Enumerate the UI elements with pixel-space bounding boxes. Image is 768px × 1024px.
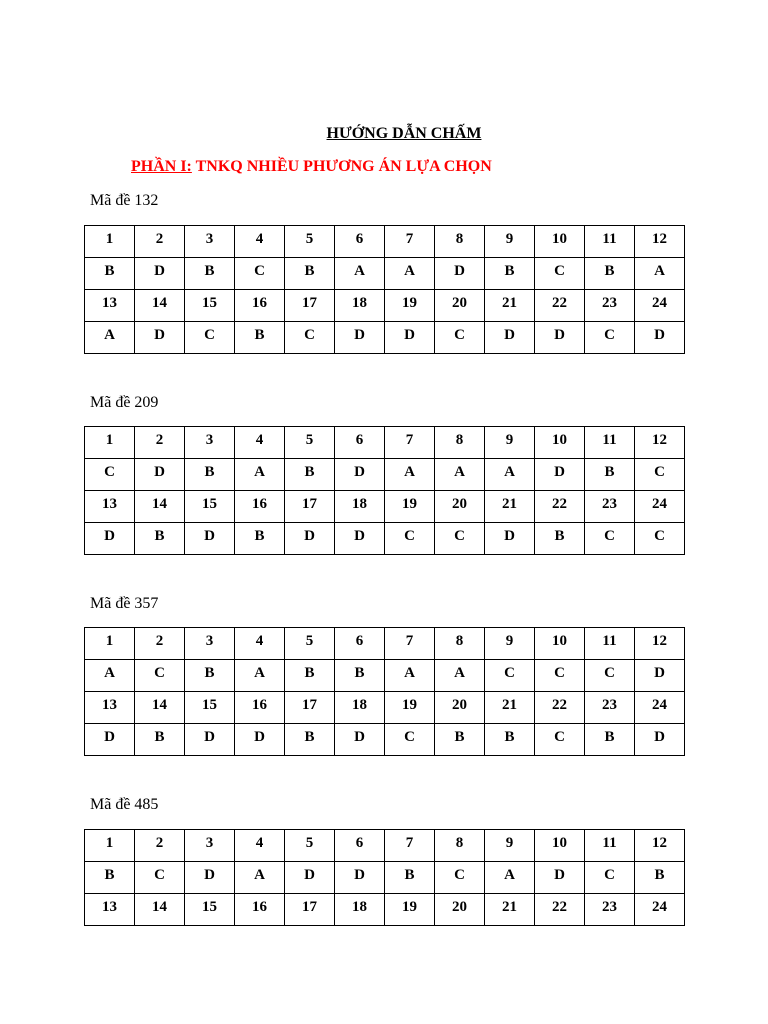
question-number-cell: 12 (635, 427, 685, 459)
question-number-cell: 21 (485, 894, 535, 926)
answer-row (85, 862, 685, 894)
question-number-cell: 8 (435, 427, 485, 459)
question-number-cell: 24 (635, 894, 685, 926)
exam-code-label: Mã đề 357 (90, 595, 159, 612)
answer-cell: D (335, 459, 385, 491)
question-number-cell: 21 (485, 692, 535, 724)
answer-cell: D (335, 523, 385, 555)
answer-cell: D (335, 862, 385, 894)
answer-cell: D (85, 724, 135, 756)
question-number-cell: 7 (385, 427, 435, 459)
question-number-cell: 5 (285, 226, 335, 258)
question-number-cell: 8 (435, 830, 485, 862)
answer-cell: C (235, 258, 285, 290)
answer-cell: D (535, 322, 585, 354)
answer-cell: D (285, 862, 335, 894)
answer-key-table (84, 225, 685, 354)
answer-cell: C (435, 322, 485, 354)
question-number-cell: 19 (385, 491, 435, 523)
question-number-cell: 9 (485, 830, 535, 862)
answer-cell: C (585, 862, 635, 894)
answer-cell: D (235, 724, 285, 756)
question-number-cell: 20 (435, 290, 485, 322)
question-number-cell: 20 (435, 894, 485, 926)
question-number-cell: 10 (535, 830, 585, 862)
answer-cell: C (435, 862, 485, 894)
document-title: HƯỚNG DẪN CHẤM (326, 125, 482, 142)
question-number-cell: 6 (335, 427, 385, 459)
question-number-row (85, 226, 685, 258)
question-number-cell: 7 (385, 226, 435, 258)
answer-row (85, 459, 685, 491)
answer-cell: B (135, 523, 185, 555)
question-number-cell: 4 (235, 628, 285, 660)
question-number-cell: 4 (235, 427, 285, 459)
answer-cell: D (85, 523, 135, 555)
answer-cell: B (185, 660, 235, 692)
question-number-row (85, 692, 685, 724)
question-number-cell: 4 (235, 226, 285, 258)
answer-cell: C (535, 724, 585, 756)
answer-cell: D (485, 322, 535, 354)
question-number-cell: 17 (285, 894, 335, 926)
question-number-cell: 22 (535, 290, 585, 322)
question-number-cell: 19 (385, 894, 435, 926)
question-number-cell: 9 (485, 427, 535, 459)
answer-cell: A (485, 862, 535, 894)
question-number-cell: 9 (485, 226, 535, 258)
answer-cell: C (585, 660, 635, 692)
question-number-cell: 24 (635, 692, 685, 724)
question-number-cell: 6 (335, 226, 385, 258)
answer-cell: B (635, 862, 685, 894)
question-number-cell: 12 (635, 226, 685, 258)
answer-cell: A (435, 660, 485, 692)
question-number-cell: 11 (585, 226, 635, 258)
question-number-cell: 22 (535, 894, 585, 926)
question-number-cell: 5 (285, 427, 335, 459)
answer-cell: B (235, 322, 285, 354)
question-number-cell: 5 (285, 628, 335, 660)
answer-cell: A (385, 459, 435, 491)
answer-cell: D (385, 322, 435, 354)
answer-cell: A (335, 258, 385, 290)
answer-cell: D (335, 724, 385, 756)
answer-cell: A (635, 258, 685, 290)
question-number-cell: 19 (385, 290, 435, 322)
answer-row (85, 523, 685, 555)
question-number-cell: 23 (585, 290, 635, 322)
answer-cell: D (185, 724, 235, 756)
answer-cell: C (135, 660, 185, 692)
answer-key-table (84, 426, 685, 555)
question-number-cell: 24 (635, 290, 685, 322)
question-number-cell: 2 (135, 427, 185, 459)
answer-cell: D (135, 258, 185, 290)
question-number-cell: 16 (235, 491, 285, 523)
answer-cell: A (235, 660, 285, 692)
question-number-cell: 14 (135, 692, 185, 724)
answer-cell: C (585, 322, 635, 354)
question-number-cell: 3 (185, 830, 235, 862)
answer-cell: D (335, 322, 385, 354)
question-number-row (85, 491, 685, 523)
answer-cell: B (285, 258, 335, 290)
question-number-cell: 15 (185, 290, 235, 322)
answer-cell: B (285, 459, 335, 491)
question-number-cell: 23 (585, 894, 635, 926)
question-number-cell: 14 (135, 491, 185, 523)
section-title: TNKQ NHIỀU PHƯƠNG ÁN LỰA CHỌN (191, 158, 492, 175)
answer-cell: C (285, 322, 335, 354)
answer-cell: B (585, 724, 635, 756)
answer-cell: B (185, 258, 235, 290)
question-number-cell: 21 (485, 290, 535, 322)
question-number-cell: 14 (135, 894, 185, 926)
exam-code-label: Mã đề 132 (90, 192, 159, 209)
answer-cell: A (85, 322, 135, 354)
answer-row (85, 258, 685, 290)
question-number-cell: 2 (135, 628, 185, 660)
answer-cell: C (635, 459, 685, 491)
question-number-cell: 13 (85, 290, 135, 322)
answer-cell: B (485, 724, 535, 756)
answer-cell: D (635, 322, 685, 354)
question-number-cell: 18 (335, 894, 385, 926)
answer-cell: B (85, 862, 135, 894)
section-part-label: PHẦN I: (131, 158, 192, 175)
question-number-cell: 17 (285, 491, 335, 523)
question-number-cell: 13 (85, 692, 135, 724)
question-number-cell: 15 (185, 491, 235, 523)
question-number-cell: 6 (335, 830, 385, 862)
question-number-cell: 24 (635, 491, 685, 523)
question-number-cell: 10 (535, 226, 585, 258)
question-number-cell: 17 (285, 290, 335, 322)
answer-cell: C (485, 660, 535, 692)
answer-cell: A (385, 258, 435, 290)
answer-cell: D (135, 459, 185, 491)
question-number-cell: 7 (385, 830, 435, 862)
answer-cell: A (385, 660, 435, 692)
answer-cell: C (535, 660, 585, 692)
question-number-cell: 2 (135, 226, 185, 258)
answer-cell: C (435, 523, 485, 555)
question-number-cell: 21 (485, 491, 535, 523)
question-number-cell: 7 (385, 628, 435, 660)
answer-cell: D (435, 258, 485, 290)
question-number-cell: 8 (435, 628, 485, 660)
answer-cell: D (185, 862, 235, 894)
exam-code-label: Mã đề 485 (90, 796, 159, 813)
question-number-row (85, 628, 685, 660)
answer-cell: D (185, 523, 235, 555)
answer-cell: C (635, 523, 685, 555)
answer-cell: C (135, 862, 185, 894)
question-number-row (85, 290, 685, 322)
question-number-row (85, 427, 685, 459)
answer-cell: C (385, 724, 435, 756)
exam-code-label: Mã đề 209 (90, 394, 159, 411)
question-number-cell: 23 (585, 491, 635, 523)
question-number-cell: 13 (85, 491, 135, 523)
answer-cell: D (635, 660, 685, 692)
answer-cell: B (385, 862, 435, 894)
question-number-cell: 16 (235, 894, 285, 926)
section-heading (131, 158, 492, 176)
answer-cell: B (285, 724, 335, 756)
question-number-cell: 11 (585, 628, 635, 660)
question-number-cell: 9 (485, 628, 535, 660)
question-number-cell: 18 (335, 491, 385, 523)
answer-cell: A (235, 459, 285, 491)
question-number-row (85, 830, 685, 862)
answer-cell: B (585, 258, 635, 290)
question-number-cell: 16 (235, 290, 285, 322)
answer-cell: D (535, 862, 585, 894)
question-number-cell: 4 (235, 830, 285, 862)
answer-cell: A (485, 459, 535, 491)
question-number-cell: 1 (85, 628, 135, 660)
answer-cell: C (585, 523, 635, 555)
answer-key-table (84, 829, 685, 926)
question-number-cell: 5 (285, 830, 335, 862)
answer-row (85, 660, 685, 692)
question-number-cell: 6 (335, 628, 385, 660)
question-number-cell: 10 (535, 427, 585, 459)
answer-row (85, 724, 685, 756)
question-number-cell: 20 (435, 692, 485, 724)
answer-cell: B (85, 258, 135, 290)
answer-cell: A (85, 660, 135, 692)
answer-cell: B (435, 724, 485, 756)
answer-row (85, 322, 685, 354)
answer-cell: B (235, 523, 285, 555)
answer-cell: C (185, 322, 235, 354)
question-number-cell: 17 (285, 692, 335, 724)
question-number-cell: 11 (585, 427, 635, 459)
question-number-cell: 15 (185, 692, 235, 724)
answer-cell: C (85, 459, 135, 491)
question-number-cell: 10 (535, 628, 585, 660)
answer-cell: A (235, 862, 285, 894)
question-number-cell: 13 (85, 894, 135, 926)
question-number-cell: 2 (135, 830, 185, 862)
question-number-cell: 22 (535, 491, 585, 523)
question-number-cell: 1 (85, 427, 135, 459)
question-number-cell: 18 (335, 692, 385, 724)
question-number-cell: 18 (335, 290, 385, 322)
question-number-cell: 1 (85, 226, 135, 258)
question-number-cell: 3 (185, 427, 235, 459)
question-number-row (85, 894, 685, 926)
question-number-cell: 8 (435, 226, 485, 258)
question-number-cell: 1 (85, 830, 135, 862)
answer-cell: D (535, 459, 585, 491)
question-number-cell: 16 (235, 692, 285, 724)
answer-cell: D (285, 523, 335, 555)
question-number-cell: 22 (535, 692, 585, 724)
question-number-cell: 12 (635, 830, 685, 862)
answer-cell: C (385, 523, 435, 555)
answer-cell: B (135, 724, 185, 756)
question-number-cell: 11 (585, 830, 635, 862)
question-number-cell: 3 (185, 628, 235, 660)
answer-cell: A (435, 459, 485, 491)
answer-cell: C (535, 258, 585, 290)
question-number-cell: 19 (385, 692, 435, 724)
question-number-cell: 20 (435, 491, 485, 523)
question-number-cell: 14 (135, 290, 185, 322)
answer-cell: B (585, 459, 635, 491)
answer-cell: D (485, 523, 535, 555)
question-number-cell: 3 (185, 226, 235, 258)
answer-cell: B (335, 660, 385, 692)
answer-cell: D (135, 322, 185, 354)
answer-cell: B (535, 523, 585, 555)
question-number-cell: 12 (635, 628, 685, 660)
answer-cell: D (635, 724, 685, 756)
question-number-cell: 15 (185, 894, 235, 926)
answer-cell: B (285, 660, 335, 692)
question-number-cell: 23 (585, 692, 635, 724)
answer-cell: B (485, 258, 535, 290)
answer-key-table (84, 627, 685, 756)
answer-cell: B (185, 459, 235, 491)
